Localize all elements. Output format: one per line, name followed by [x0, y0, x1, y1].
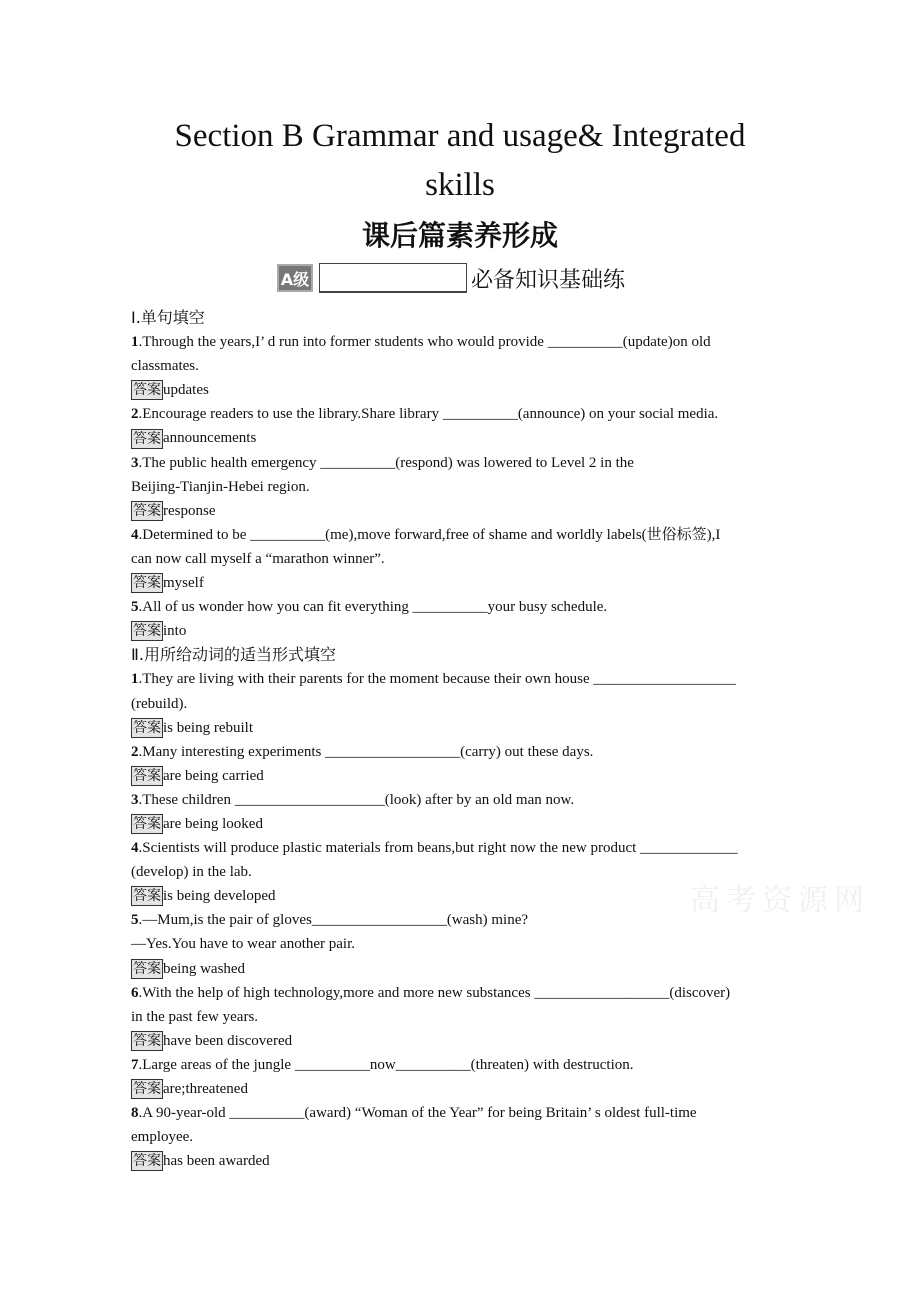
page-subtitle: 课后篇素养形成 [361, 219, 558, 252]
answer-row [131, 1029, 791, 1053]
answer-text: updates [163, 382, 209, 399]
question-line-1 [131, 836, 791, 860]
answer-text: being washed [163, 960, 246, 977]
question-line-1 [131, 1101, 791, 1125]
page-title [0, 112, 920, 210]
answer-text: response [163, 502, 216, 519]
answer-label: 答案 [133, 816, 161, 833]
question-number: 5 [131, 599, 139, 616]
question-line-2: (develop) in the lab. [131, 864, 252, 881]
level-badge: A级 [277, 264, 313, 292]
question-line-1 [131, 667, 791, 691]
question-number: 4 [131, 526, 139, 543]
question-line-2: —Yes.You have to wear another pair. [131, 936, 356, 953]
question-number: 3 [131, 791, 139, 808]
answer-row [131, 1077, 791, 1101]
answer-text: are being looked [163, 815, 263, 832]
answer-text: has been awarded [163, 1153, 270, 1170]
answer-row [131, 619, 791, 643]
section-2-heading: Ⅱ.用所给动词的适当形式填空 [131, 645, 336, 665]
question-item [131, 1101, 791, 1173]
question-line-2: employee. [131, 1129, 194, 1146]
question-text: .The public health emergency __________(respond) was lowered to Level 2 in the [138, 454, 634, 471]
answer-label: 答案 [133, 1081, 161, 1098]
answer-label: 答案 [133, 502, 161, 519]
question-line-2: Beijing-Tianjin-Hebei region. [131, 478, 310, 495]
answer-label: 答案 [133, 719, 161, 736]
question-line-2: can now call myself a “marathon winner”. [131, 550, 385, 567]
answer-label: 答案 [133, 575, 161, 592]
answer-label: 答案 [133, 767, 161, 784]
question-line-1 [131, 595, 791, 619]
question-number: 8 [131, 1105, 139, 1122]
answer-text: is being developed [163, 888, 276, 905]
question-text: .All of us wonder how you can fit everything __________your busy schedule. [138, 599, 608, 616]
answer-row [131, 378, 791, 402]
section-1-list [131, 330, 791, 643]
question-item [131, 1053, 791, 1101]
question-number: 7 [131, 1056, 139, 1073]
question-number: 3 [131, 454, 139, 471]
question-line-2: (rebuild). [131, 695, 188, 712]
section-2-list [131, 667, 791, 1173]
question-item [131, 667, 791, 739]
question-item [131, 908, 791, 980]
question-item [131, 330, 791, 402]
question-line-1 [131, 330, 791, 354]
answer-label: 答案 [133, 623, 161, 640]
answer-row [131, 1149, 791, 1173]
question-item [131, 451, 791, 523]
question-item [131, 740, 791, 788]
title-line-2: skills [425, 167, 495, 203]
question-number: 6 [131, 984, 139, 1001]
title-line-1: Section B Grammar and usage& Integrated [174, 118, 746, 154]
question-line-1 [131, 1053, 791, 1077]
answer-row [131, 499, 791, 523]
answer-text: announcements [163, 430, 257, 447]
question-text: .They are living with their parents for the moment because their own house ___________________ [138, 671, 736, 688]
question-line-1 [131, 981, 791, 1005]
question-item [131, 402, 791, 450]
watermark: 高考资源网 [690, 883, 870, 918]
answer-text: is being rebuilt [163, 719, 253, 736]
question-line-1 [131, 451, 791, 475]
answer-row [131, 716, 791, 740]
answer-row [131, 812, 791, 836]
answer-label: 答案 [133, 960, 161, 977]
answer-label: 答案 [133, 430, 161, 447]
question-text: .A 90-year-old __________(award) “Woman of the Year” for being Britain’ s oldest full-time [138, 1105, 697, 1122]
answer-row [131, 426, 791, 450]
question-line-2: in the past few years. [131, 1008, 259, 1025]
answer-row [131, 571, 791, 595]
question-line-1 [131, 523, 791, 547]
question-number: 1 [131, 671, 139, 688]
answer-text: are being carried [163, 767, 264, 784]
question-text: .Encourage readers to use the library.Share library __________(announce) on your social media. [138, 406, 719, 423]
answer-label: 答案 [133, 888, 161, 905]
question-text: .Determined to be __________(me),move forward,free of shame and worldly labels(世俗标签),I [138, 526, 721, 543]
question-number: 2 [131, 743, 139, 760]
question-item [131, 523, 791, 595]
question-number: 2 [131, 406, 139, 423]
question-text: .Through the years,I’ d run into former students who would provide __________(update)on old [138, 334, 711, 351]
answer-row [131, 764, 791, 788]
answer-label: 答案 [133, 382, 161, 399]
question-text: .With the help of high technology,more and more new substances __________________(discover) [138, 984, 731, 1001]
question-line-1 [131, 402, 791, 426]
answer-label: 答案 [133, 1153, 161, 1170]
answer-text: are;threatened [163, 1081, 248, 1097]
answer-text: have been discovered [163, 1032, 293, 1049]
question-item [131, 595, 791, 643]
question-number: 1 [131, 334, 139, 351]
answer-text: myself [163, 575, 204, 592]
answer-row [131, 957, 791, 981]
answer-text: into [163, 623, 187, 640]
question-text: .Scientists will produce plastic materials from beans,but right now the new product _____________ [138, 840, 738, 857]
exercise-content [131, 306, 791, 1173]
level-blank-box [319, 263, 467, 293]
question-number: 4 [131, 840, 139, 857]
question-line-1 [131, 740, 791, 764]
question-item [131, 981, 791, 1053]
question-text: .—Mum,is the pair of gloves__________________(wash) mine? [138, 912, 529, 929]
question-text: .Many interesting experiments __________________(carry) out these days. [138, 743, 594, 760]
answer-label: 答案 [133, 1032, 161, 1049]
question-line-2: classmates. [131, 358, 199, 375]
question-number: 5 [131, 912, 139, 929]
question-item [131, 788, 791, 836]
level-header [277, 262, 625, 294]
question-line-1 [131, 788, 791, 812]
question-text: .Large areas of the jungle __________now__________(threaten) with destruction. [138, 1056, 634, 1073]
level-text: 必备知识基础练 [471, 267, 626, 293]
section-1-heading: Ⅰ.单句填空 [131, 308, 205, 327]
question-text: .These children ____________________(look) after by an old man now. [138, 791, 575, 808]
